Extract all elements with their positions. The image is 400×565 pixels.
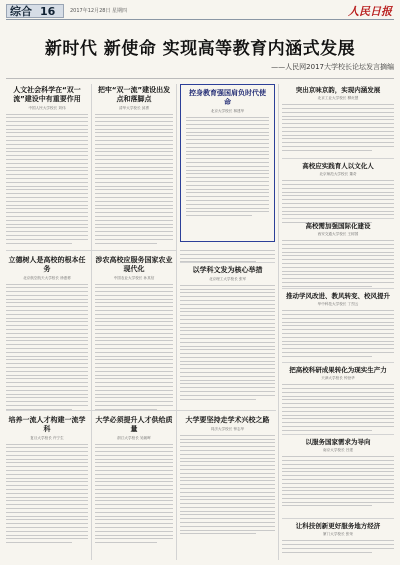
article-byline: 同济大学校长 钟志华 [210,426,245,431]
article [282,86,394,153]
article-byline: 北京大学校长 林建华 [210,108,245,113]
article-body [282,104,394,151]
article-body [282,540,394,552]
article-title: 高校应实践育人以文化人 [302,162,374,170]
article-byline: 南京大学校长 吕建 [323,448,353,453]
article-byline: 浙江大学校长 吴朝晖 [117,435,151,440]
article-body [282,456,394,506]
article-body [186,117,269,217]
article [6,416,88,546]
article [282,366,394,433]
article [282,522,394,555]
issue-date: 2017年12月28日 星期四 [70,8,128,14]
article-byline: 厦门大学校长 张荣 [323,532,353,537]
article [180,416,275,537]
article-byline: 天津大学校长 钟登华 [321,376,355,381]
article-title: 控身教育强国肩负时代使命 [189,89,266,106]
article-title: 让科技创新更好服务地方经济 [295,522,381,530]
article-divider [282,288,394,289]
article-divider [282,518,394,519]
section-label-box [6,4,64,18]
article-body [282,310,394,357]
article [95,86,173,246]
article-byline: 中国农业大学校长 孙其信 [113,275,155,280]
article-body [6,444,88,544]
column-divider [176,84,177,560]
article-body [282,384,394,431]
article-byline: 北京理工大学校长 张军 [208,276,247,281]
article-title: 把高校科研成果转化为现实生产力 [289,366,387,374]
article [95,256,173,413]
article-byline: 清华大学校长 邱勇 [119,105,149,110]
article-title: 以服务国家需求为导向 [305,438,371,446]
article [180,266,275,402]
article-divider [6,250,176,251]
article-title: 推动学风改进、教风转变、校风提升 [286,292,390,300]
article-body [95,444,173,544]
article-title: 人文社会科学在“双一流”建设中有重要作用 [13,86,81,103]
article-body [180,285,275,400]
banner-rule [6,78,394,79]
article-byline: 北京工业大学校长 柳贡慧 [317,96,359,101]
article-body [282,240,394,287]
article [282,222,394,289]
article-title: 大学必须提升人才供给质量 [95,416,173,433]
section-name: 综合 [10,5,32,18]
article-title: 把牢“双一流”建设出发点和落脚点 [97,86,171,103]
column-divider [278,84,279,560]
article-byline: 北京航空航天大学校长 徐惠彬 [23,275,71,280]
article [282,292,394,359]
article-body [6,284,88,410]
article-byline: 北京师范大学校长 董奇 [319,172,357,177]
article-byline: 中国人民大学校长 刘伟 [28,105,66,110]
article-title: 涉农高校应服务国家农业现代化 [95,256,173,273]
article [6,256,88,413]
page-header [6,4,394,18]
article [6,86,88,246]
article [282,438,394,509]
article-divider [282,158,394,159]
column-divider [91,84,92,560]
article-title: 以学科文发为核心举措 [192,266,263,274]
article-title: 立德树人是高校的根本任务 [8,256,86,273]
article [282,162,394,226]
article-title: 培养一流人才构建一流学科 [8,416,86,433]
article-body [6,114,88,244]
article-divider [282,434,394,435]
article-body [95,284,173,410]
article-title: 高校需加强国际化建设 [305,222,371,230]
article-body [282,180,394,223]
article-divider [282,362,394,363]
featured-article-box [180,84,275,242]
section-number: 16 [40,5,56,18]
article-byline: 西安交通大学校长 王树国 [317,232,359,237]
headline-subtitle: ——人民网2017大学校长论坛发言摘编 [271,63,394,71]
newspaper-logo: 人民日报 [348,5,392,18]
article-title: 突出京味京韵，实现内涵发展 [295,86,381,94]
article-body [95,114,173,244]
main-headline: 新时代 新使命 实现高等教育内涵式发展 [44,39,356,59]
article-byline: 华中科技大学校长 丁烈云 [317,302,359,307]
header-rule [6,19,394,20]
article-divider [6,410,276,411]
article-divider [282,218,394,219]
article-title: 大学要坚持走学术兴校之路 [185,416,270,424]
article-byline: 复旦大学校长 许宁生 [30,435,64,440]
article-body [180,435,275,535]
article [95,416,173,546]
article-divider [180,262,275,263]
